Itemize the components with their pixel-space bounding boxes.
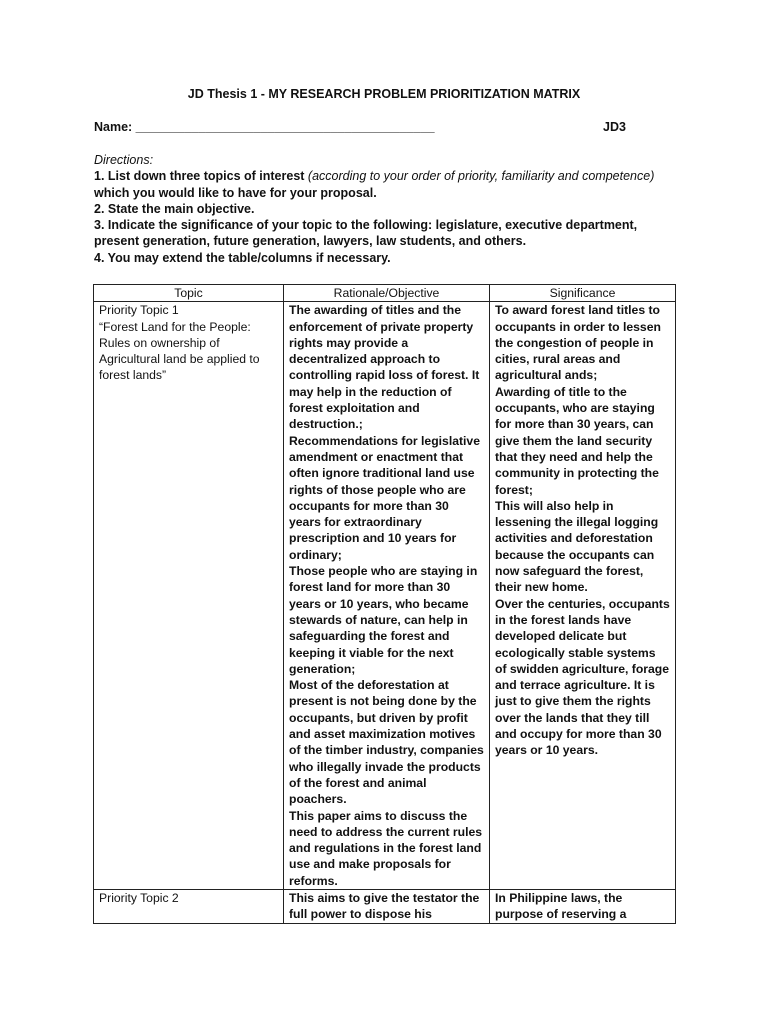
direction-item-1 (94, 168, 684, 201)
topic-cell: Priority Topic 1 “Forest Land for the People: Rules on ownership of Agricultural land be applied to forest lands” (94, 302, 284, 890)
rationale-cell: This aims to give the testator the full power to dispose his (284, 889, 490, 923)
name-row (94, 120, 674, 134)
direction-item-3: 3. Indicate the significance of your topic to the following: legislature, executive department, present generation, future generation, lawyers, law students, and others. (94, 218, 638, 249)
table-row (94, 302, 676, 890)
direction-item-4: 4. You may extend the table/columns if necessary. (94, 250, 391, 265)
rationale-cell: The awarding of titles and the enforcement of private property rights may provide a decentralized approach to controlling rapid loss of forest. It may help in the reduction of forest exploitation and destruction.; Recommendations for legislative amendment or enactment that often ignore traditional land use rights of those people who are occupants for more than 30 years for extraordinary prescription and 10 years for ordinary; Those people who are staying in forest land for more than 30 years or 10 years, who became stewards of nature, can help in safeguarding the forest and keeping it viable for the next generation; Most of the deforestation at present is not being done by the occupants, but driven by profit and asset maximization motives of the timber industry, companies who illegally invade the products of the forest and animal poachers. This paper aims to discuss the need to address the current rules and regulations in the forest land use and make proposals for reforms. (284, 302, 490, 890)
header-rationale: Rationale/Objective (284, 285, 490, 302)
direction-1-prefix: 1. List down three topics of interest (94, 169, 308, 184)
directions-label: Directions: (94, 153, 154, 167)
direction-1-italic: (according to your order of priority, familiarity and competence) (307, 169, 655, 184)
header-topic: Topic (94, 285, 284, 302)
table-header-row (94, 285, 676, 302)
page-title: JD Thesis 1 - MY RESEARCH PROBLEM PRIORITIZATION MATRIX (187, 87, 581, 101)
table-row (94, 889, 676, 923)
header-significance: Significance (490, 285, 676, 302)
significance-cell: To award forest land titles to occupants in order to lessen the congestion of people in cities, rural areas and agricultural ands; Awarding of title to the occupants, who are staying for more than 30 years, can give them the land security that they need and help the community in protecting the forest; This will also help in lessening the illegal logging activities and deforestation because the occupants can now safeguard the forest, their new home. Over the centuries, occupants in the forest lands have developed delicate but ecologically stable systems of swidden agriculture, forage and terrace agriculture. It is just to give them the rights over the lands that they till and occupy for more than 30 years or 10 years. (490, 302, 676, 890)
name-field-label: Name: ___________________________________________ (94, 120, 435, 134)
direction-item-2: 2. State the main objective. (94, 201, 255, 216)
topic-cell: Priority Topic 2 (94, 889, 284, 923)
directions-block (94, 152, 684, 266)
prioritization-matrix-table (93, 284, 676, 924)
class-label: JD3 (603, 120, 626, 134)
significance-cell: In Philippine laws, the purpose of reserving a (490, 889, 676, 923)
direction-1-suffix: which you would like to have for your proposal. (94, 185, 377, 200)
